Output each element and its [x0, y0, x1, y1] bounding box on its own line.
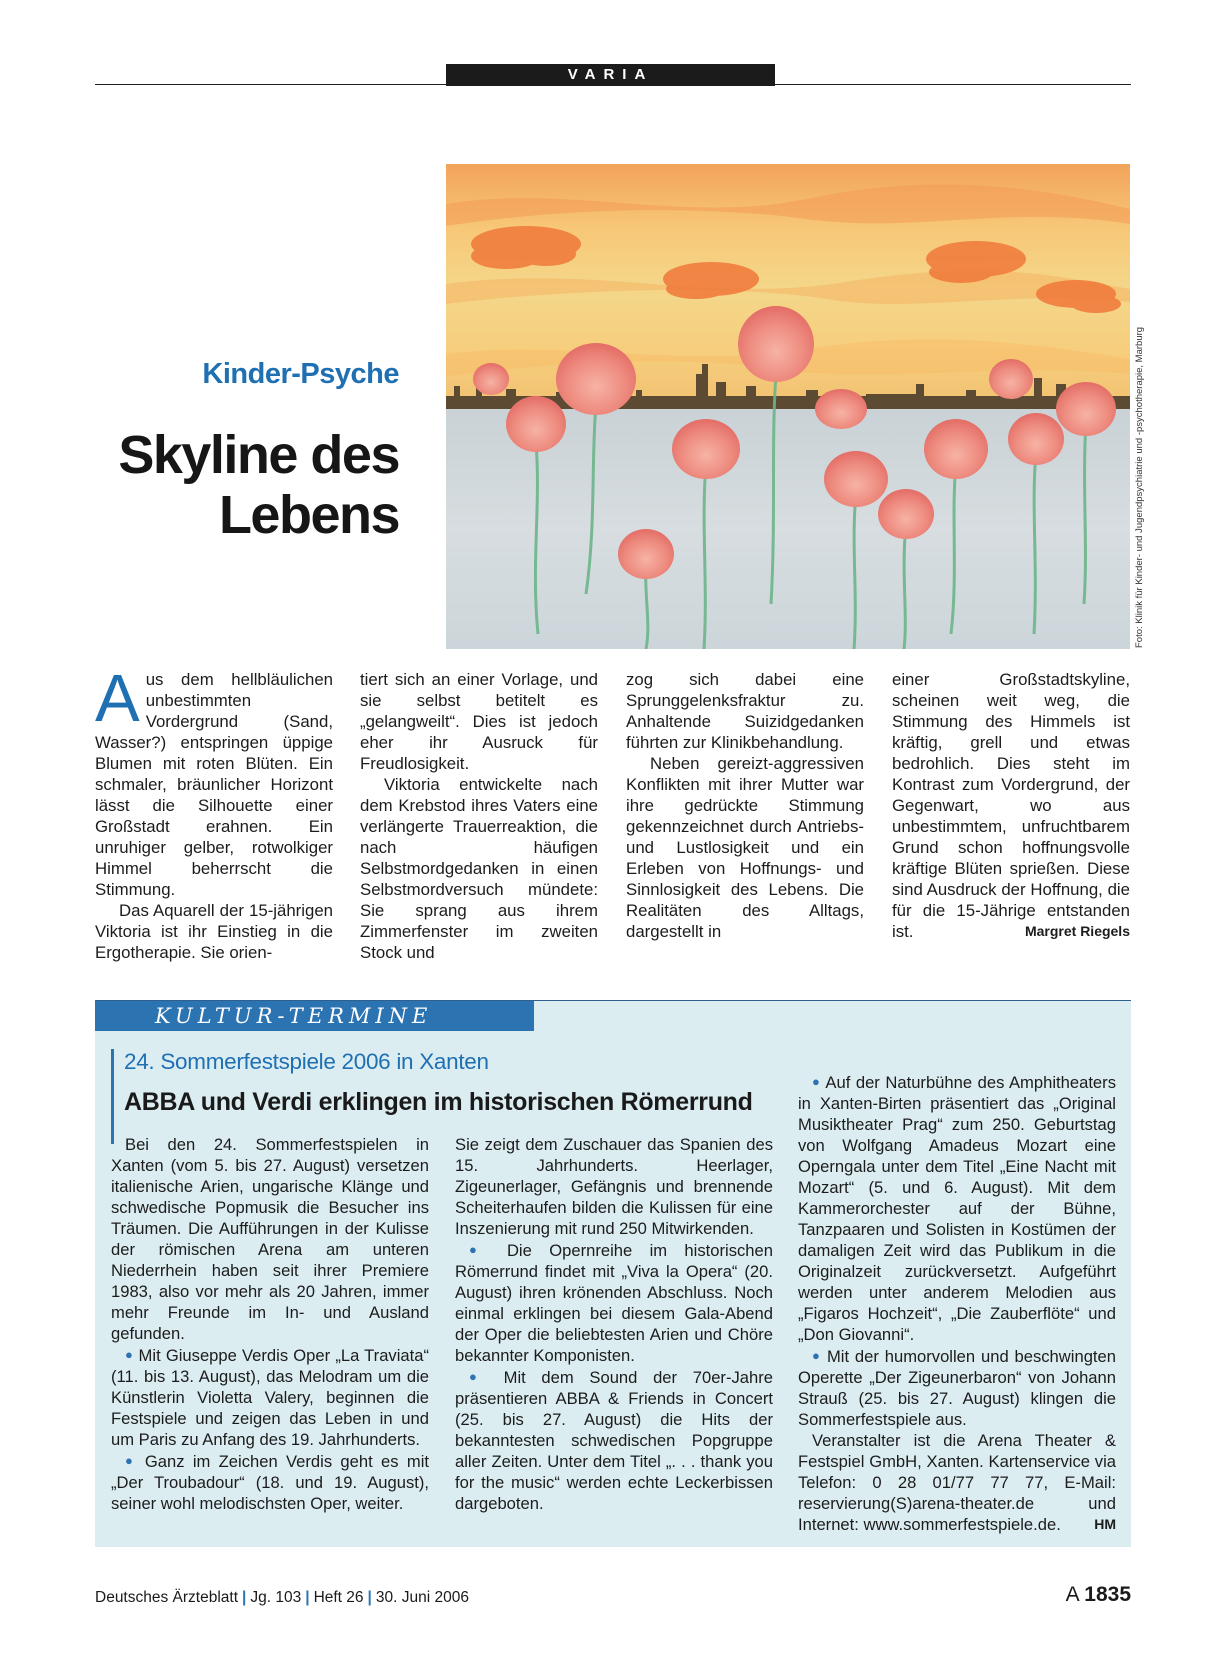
article-column-4: einer Großstadtskyline, scheinen weit weg, die Stimmung des Himmels ist kräftig, grell und etwas bedrohlich. Dies steht im Kontrast zum Vordergrund, der Gegenwart, wo aus unbestimmtem, unfruchtbarem Grund schon hoffnungsvolle kräftige Blüten sprießen. Diese sind Ausdruck der Hoffnung, die für die 15-Jährige entstanden ist. Margret Riegels — [892, 670, 1130, 941]
kultur-headline: ABBA und Verdi erklingen im historischen Römerrund — [124, 1088, 753, 1116]
journal-volume: Jg. 103 — [250, 1589, 302, 1606]
kultur-column-1: Bei den 24. Sommerfestspielen in Xanten (vom 5. bis 27. August) versetzen italienische Arien, ungarische Klänge und schwedische Popmusik die Besucher ins Träumen. Die Aufführungen in der Kulisse der römischen Arena am unteren Niederrhein haben seit ihrer Premiere 1983, also vor mehr als 20 Jahren, immer mehr Freunde im In- und Ausland gefunden. ● Mit Giuseppe Verdis Oper „La Traviata“ (11. bis 13. August), das Melodram um die Künstlerin Violetta Valery, beginnen die Festspiele und zeigen das Leben in und um Paris zu Anfang des 19. Jahrhunderts. ● Ganz im Zeichen Verdis geht es mit „Der Troubadour“ (18. und 19. August), seiner wohl melodischsten Oper, weiter. — [111, 1135, 430, 1513]
kultur-initials: HM — [1094, 1516, 1116, 1532]
kultur-p6: Auf der Naturbühne des Amphitheaters in Xanten-Birten präsentiert das „Original Musiktheater Prag“ zum 250. Geburtstag von Wolfgang Amadeus Mozart eine Operngala unter dem Titel „Eine Nacht mit Mozart“ (5. und 6. August). Mit dem Kammerorchester auf der Bühne, Tanzpaaren und Solisten in Kostümen der damaligen Zeit wird das Publikum in die Originalzeit zurückversetzt. Aufgeführt werden unter anderem Melodien aus „Figaros Hochzeit“, „Die Zauberflöte“ und „Don Giovanni“. — [798, 1073, 1116, 1344]
headline-line-1: Skyline des — [118, 425, 399, 485]
page-prefix: A — [1065, 1583, 1079, 1606]
article-kicker: Kinder-Psyche — [202, 358, 399, 390]
dropcap: A — [95, 661, 140, 736]
footer-separator: | — [367, 1589, 372, 1606]
footer-separator: | — [305, 1589, 310, 1606]
section-label: VARIA — [446, 64, 775, 86]
journal-name: Deutsches Ärzteblatt — [95, 1589, 239, 1606]
bullet-icon: ● — [469, 1369, 488, 1384]
article-column-3: zog sich dabei eine Sprunggelenksfraktur zu. Anhaltende Suizidgedanken führten zur Klinikbehandlung. Neben gereizt-aggressiven Konflikten mit ihrer Mutter war ihre gedrückte Stimmung gekennzeichnet durch Antriebs- und Lustlosigkeit und ein Erleben von Hoffnungs- und Sinnlosigkeit des Lebens. Die Realitäten des Alltags, dargestellt in — [626, 670, 864, 941]
page-number — [1066, 1583, 1131, 1607]
bullet-icon: ● — [125, 1453, 137, 1468]
kultur-p8: Veranstalter ist die Arena Theater & Festspiel GmbH, Xanten. Kartenservice via Telefon: 0 28 01/77 77 77, E-Mail: reservierung(S)arena-theater.de und Internet: www.sommerfestspiele.de. — [798, 1431, 1116, 1534]
bullet-icon: ● — [812, 1348, 822, 1363]
article-column-1: Aus dem hellbläulichen unbestimmten Vordergrund (Sand, Wasser?) entspringen üppige Blumen mit roten Blüten. Ein schmaler, bräunlicher Horizont lässt die Silhouette einer Großstadt erahnen. Ein unruhiger gelber, rotwolkiger Himmel beherrscht die Stimmung. Das Aquarell der 15-jährigen Viktoria ist ihr Einstieg in die Ergotherapie. Sie orien- — [95, 661, 333, 962]
footer-separator: | — [242, 1589, 247, 1606]
kultur-termine-label: KULTUR-TERMINE — [95, 1001, 534, 1031]
journal-issue: Heft 26 — [313, 1589, 364, 1606]
journal-date: 30. Juni 2006 — [375, 1589, 469, 1606]
kultur-p7: Mit der humorvollen und beschwingten Operette „Der Zigeunerbaron“ von Johann Strauß (25. bis 27. August) klingen die Sommerfestspiele aus. — [798, 1347, 1116, 1429]
article-column-2: tiert sich an einer Vorlage, und sie selbst betitelt es „gelangweilt“. Dies ist jedoch eher ihr Ausruck für Freudlosigkeit. Viktoria entwickelte nach dem Krebstod ihres Vaters eine verlängerte Trauerreaktion, die nach häufigen Selbstmordgedanken in einen Selbstmordversuch mündete: Sie sprang aus ihrem Zimmerfenster im zweiten Stock und — [360, 670, 598, 962]
kultur-kicker: 24. Sommerfestspiele 2006 in Xanten — [124, 1049, 489, 1074]
photo-credit: Foto: Klinik für Kinder- und Jugendpsychiatrie und -psychotherapie, Marburg — [1134, 326, 1145, 648]
bullet-icon: ● — [125, 1347, 134, 1362]
article-author: Margret Riegels — [1024, 923, 1130, 939]
kultur-column-2: Sie zeigt dem Zuschauer das Spanien des 15. Jahrhunderts. Heerlager, Zigeunerlager, Gefängnis und brennende Scheiterhaufen bilden die Kulissen für eine Inszenierung mit rund 250 Mitwirkenden. ● Die Opernreihe im historischen Römerrund findet mit „Viva la Opera“ (20. August) ihren krönenden Abschluss. Noch einmal erklingen bei diesem Gala-Abend der Oper die beliebtesten Arien und Chöre bekannter Komponisten. ● Mit dem Sound der 70er-Jahre präsentieren ABBA & Friends in Concert (25. bis 27. August) die Hits der bekanntesten schwedischen Popgruppe aller Zeiten. Unter dem Titel „. . . thank you for the music“ werden echte Leckerbissen dargeboten. — [455, 1135, 773, 1513]
bullet-icon: ● — [469, 1242, 490, 1257]
page-footer — [95, 1589, 469, 1607]
kultur-p5: Mit dem Sound der 70er-Jahre präsentieren ABBA & Friends in Concert (25. bis 27. August) die Hits der bekanntesten schwedischen Popgruppe aller Zeiten. Unter dem Titel „. . . thank you for the music“ werden echte Leckerbissen dargeboten. — [455, 1368, 773, 1513]
article-headline — [79, 425, 399, 545]
bullet-icon: ● — [812, 1074, 821, 1089]
kultur-p4: Die Opernreihe im historischen Römerrund findet mit „Viva la Opera“ (20. August) ihren krönenden Abschluss. Noch einmal erklingen bei diesem Gala-Abend der Oper die beliebtesten Arien und Chöre bekannter Komponisten. — [455, 1241, 773, 1365]
kultur-accent-bar — [111, 1049, 114, 1144]
headline-line-2: Lebens — [218, 485, 399, 545]
page-number-value: 1835 — [1084, 1583, 1131, 1606]
watercolor-painting — [446, 164, 1130, 649]
kultur-column-3 — [798, 1071, 1116, 1535]
